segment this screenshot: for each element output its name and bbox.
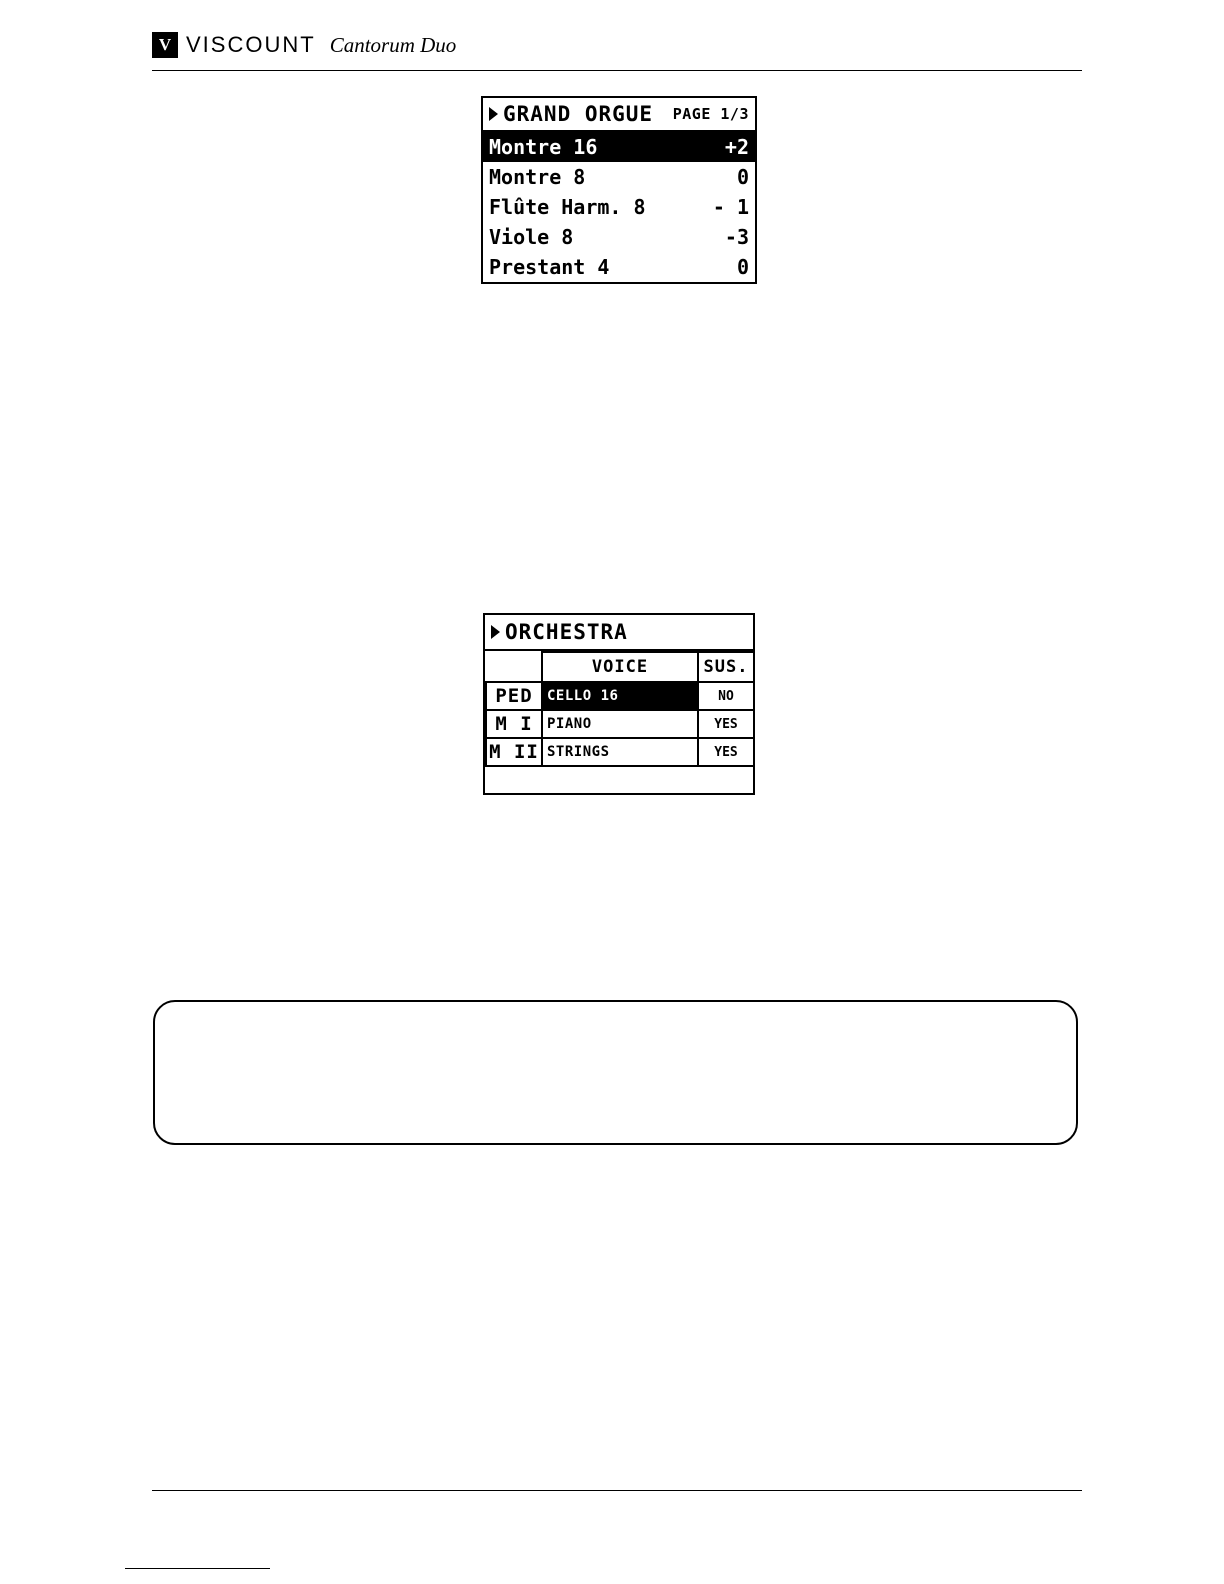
sustain-value[interactable]: YES	[698, 710, 754, 738]
section-label: PED	[486, 682, 542, 710]
orchestra-title: ORCHESTRA	[505, 619, 628, 644]
cursor-arrow-icon	[491, 625, 500, 639]
voice-value[interactable]: STRINGS	[542, 738, 698, 766]
page-indicator: PAGE 1/3	[672, 105, 749, 123]
footer-mark	[125, 1568, 270, 1569]
stop-value: 0	[736, 255, 749, 279]
stop-name: Flûte Harm. 8	[489, 197, 646, 217]
table-row[interactable]	[486, 710, 754, 738]
stop-name: Viole 8	[489, 227, 574, 247]
voice-value[interactable]: PIANO	[542, 710, 698, 738]
orchestra-title-bar	[485, 615, 753, 651]
cursor-arrow-icon	[489, 107, 498, 121]
section-label: M I	[486, 710, 542, 738]
stop-name: Montre 16	[489, 137, 598, 157]
sustain-value[interactable]: NO	[698, 682, 754, 710]
table-row[interactable]	[486, 682, 754, 710]
header-sustain: SUS.	[698, 652, 754, 682]
page-header	[152, 28, 1082, 72]
stop-value: +2	[724, 135, 749, 159]
orchestra-table	[485, 651, 755, 792]
note-box-text	[155, 1002, 1076, 1030]
table-filler-cell	[698, 766, 754, 792]
stop-row[interactable]	[483, 222, 755, 252]
stop-row[interactable]	[483, 132, 755, 162]
table-filler-row	[486, 766, 754, 792]
product-model-name: Cantorum Duo	[329, 32, 457, 57]
stop-row[interactable]	[483, 192, 755, 222]
orchestra-display	[483, 613, 755, 795]
stop-name: Prestant 4	[489, 257, 610, 277]
sustain-value[interactable]: YES	[698, 738, 754, 766]
brand-name: VISCOUNT	[186, 32, 316, 57]
table-header-row	[486, 652, 754, 682]
voice-value[interactable]: CELLO 16	[542, 682, 698, 710]
brand-row	[152, 28, 1082, 62]
table-filler-cell	[486, 766, 542, 792]
stop-value: - 1	[712, 195, 749, 219]
table-row[interactable]	[486, 738, 754, 766]
stop-row[interactable]	[483, 162, 755, 192]
viscount-logo-icon: V	[152, 32, 178, 58]
stop-value: -3	[724, 225, 749, 249]
section-label: M II	[486, 738, 542, 766]
footer-divider	[152, 1490, 1082, 1491]
grand-orgue-display	[481, 96, 757, 284]
stop-value: 0	[736, 165, 749, 189]
stop-row[interactable]	[483, 252, 755, 282]
header-blank	[486, 652, 542, 682]
stop-name: Montre 8	[489, 167, 586, 187]
header-voice: VOICE	[542, 652, 698, 682]
header-divider	[152, 70, 1082, 71]
note-box	[153, 1000, 1078, 1145]
grand-orgue-title-bar	[483, 98, 755, 132]
table-filler-cell	[542, 766, 698, 792]
grand-orgue-title: GRAND ORGUE	[503, 101, 654, 126]
